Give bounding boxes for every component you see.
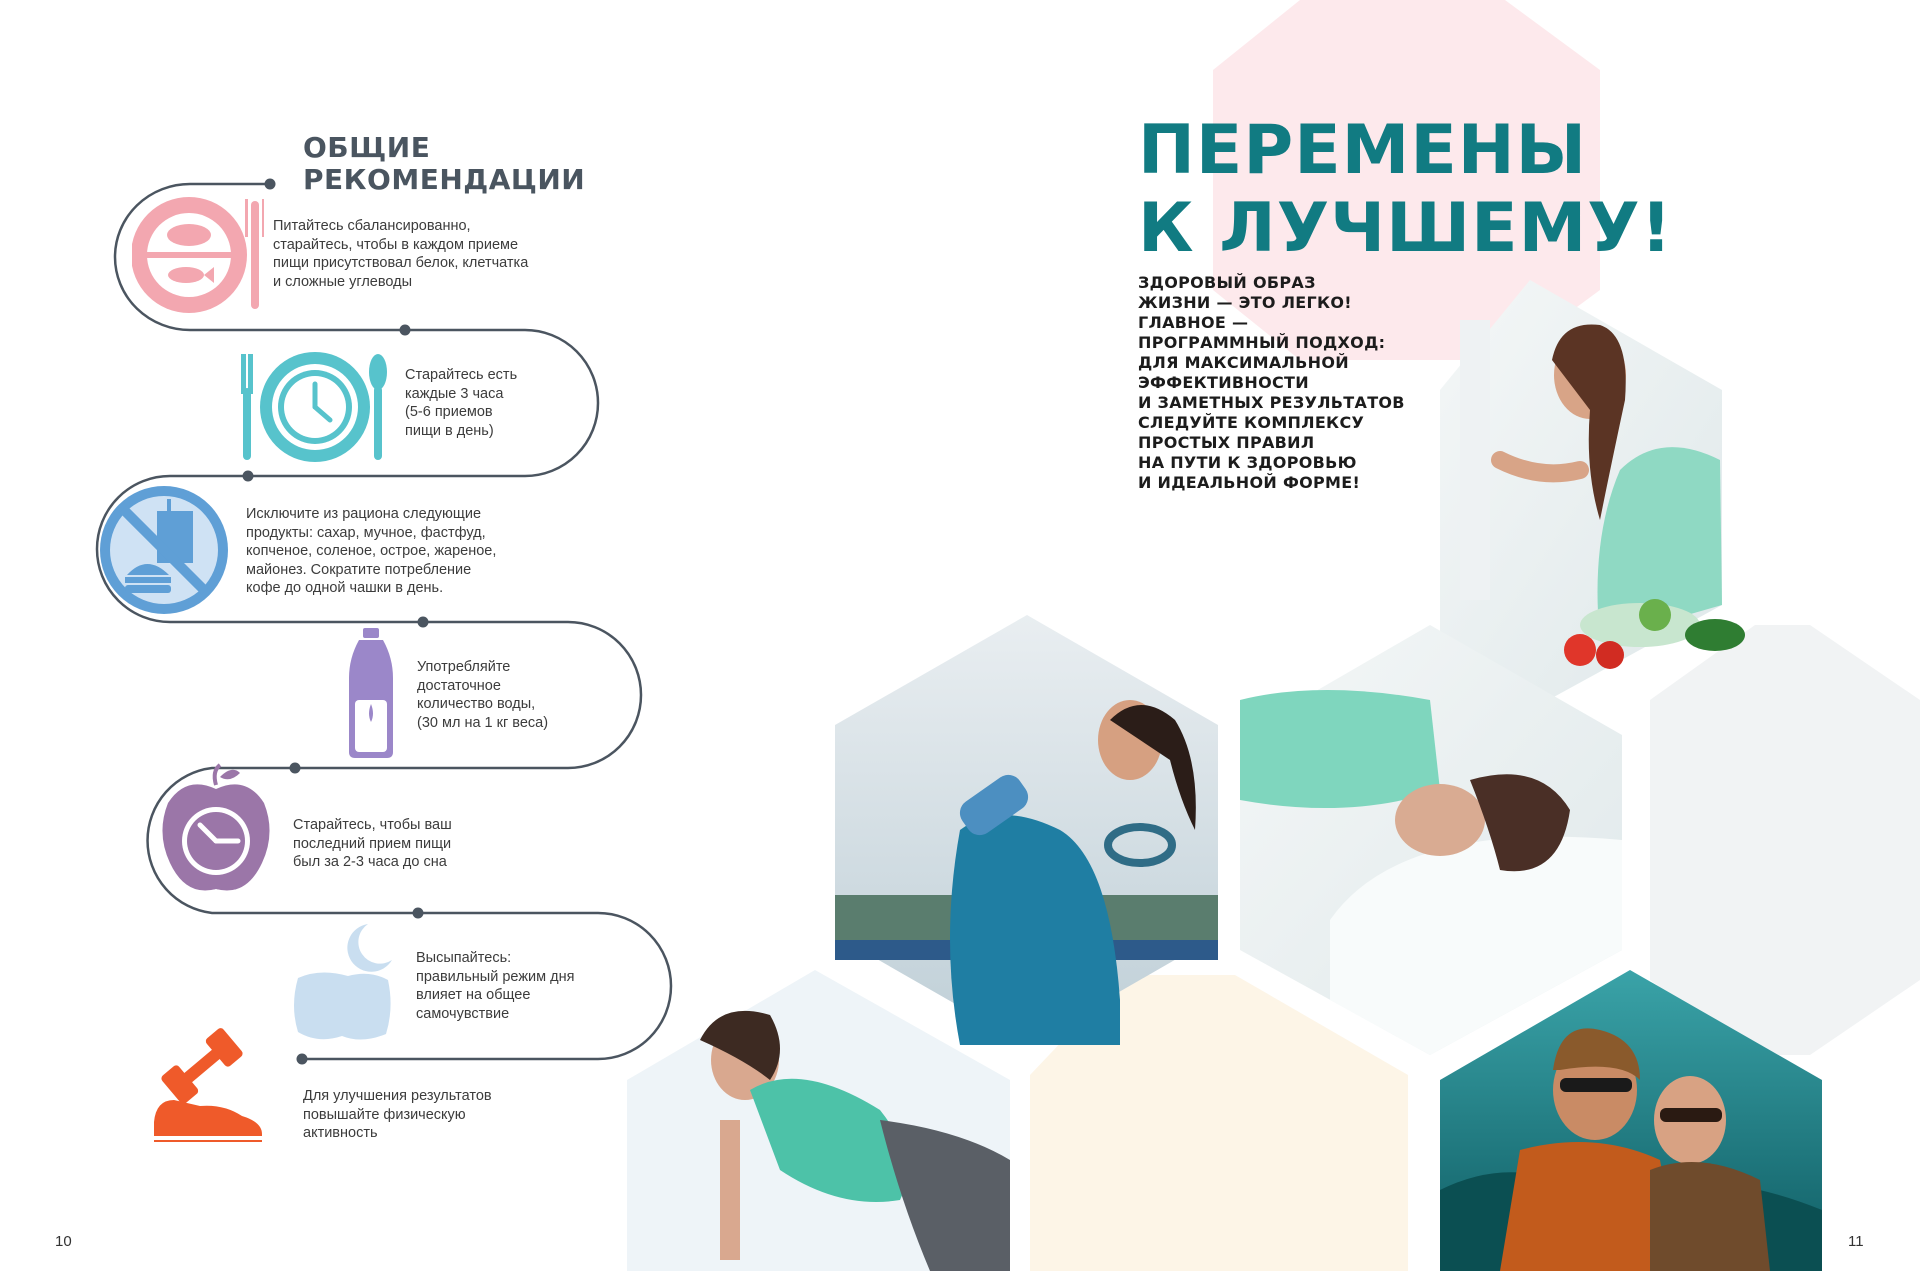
tip-sleep-text: Высыпайтесь: правильный режим дня влияет на общее самочувствие <box>416 950 575 1022</box>
section-title-line2: РЕКОМЕНДАЦИИ <box>303 163 586 196</box>
tip-balanced-text: Питайтесь сбалансированно, старайтесь, чтобы в каждом приеме пищи присутствовал белок, клетчатка и сложные углеводы <box>273 218 529 290</box>
intro-text: ЗДОРОВЫЙ ОБРАЗ ЖИЗНИ — ЭТО ЛЕГКО! ГЛАВНОЕ — ПРОГРАММНЫЙ ПОДХОД: ДЛЯ МАКСИМАЛЬНОЙ ЭФФЕКТИВНОСТИ И ЗАМЕТНЫХ РЕЗУЛЬТАТОВ СЛЕДУЙТЕ КОМПЛЕКСУ ПРОСТЫХ ПРАВИЛ НА ПУТИ К ЗДОРОВЬЮ И ИДЕАЛЬНОЙ ФОРМЕ! <box>1138 273 1405 492</box>
hex-grey-decor <box>1650 625 1920 1055</box>
tip-frequency-text: Старайтесь есть каждые 3 часа (5-6 приемов пищи в день) <box>405 367 518 439</box>
tip-dinner-text: Старайтесь, чтобы ваш последний прием пищи был за 2-3 часа до сна <box>293 817 452 870</box>
page-number-left: 10 <box>55 1233 72 1250</box>
page-number-right: 11 <box>1848 1233 1864 1250</box>
hex-photo-workout <box>627 970 1010 1271</box>
headline <box>1138 112 1698 268</box>
section-title-line1: ОБЩИЕ <box>303 131 431 164</box>
tip-water-text: Употребляйте достаточное количество воды, (30 мл на 1 кг веса) <box>417 659 549 731</box>
headline-line1: ПЕРЕМЕНЫ <box>1138 111 1588 190</box>
tip-exclude-text: Исключите из рациона следующие продукты: сахар, мучное, фастфуд, копченое, соленое, острое, жареное, майонез. Сократите потребление кофе до одной чашки в день. <box>246 506 497 596</box>
headline-line2: К ЛУЧШЕМУ! <box>1138 189 1673 268</box>
hex-photo-eating <box>1440 280 1745 710</box>
tip-activity-text: Для улучшения результатов повышайте физическую активность <box>303 1088 492 1141</box>
